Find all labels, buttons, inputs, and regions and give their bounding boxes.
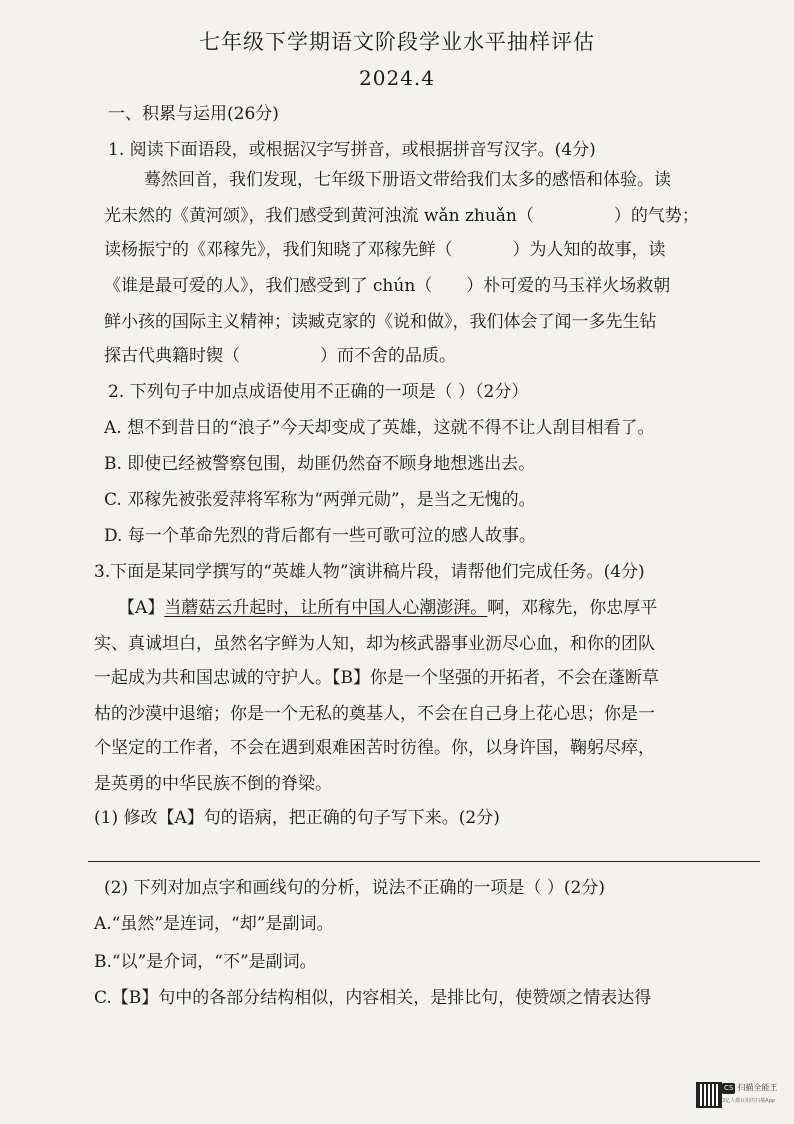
option-c: C. 邓稼先被张爱萍将军称为“两弹元勋”，是当之无愧的。 bbox=[104, 490, 536, 510]
option-d: D. 每一个革命先烈的背后都有一些可歌可泣的感人故事。 bbox=[104, 526, 536, 546]
speech-line: 个坚定的工作者，不会在遇到艰难困苦时彷徨。你，以身许国，鞠躬尽瘁， bbox=[94, 738, 655, 758]
option-b: B. 即使已经被警察包围，劫匪仍然奋不顾身地想逃出去。 bbox=[104, 454, 536, 474]
watermark-subtitle: 3亿人都在用的扫描App bbox=[722, 1098, 775, 1104]
option-a: A. 想不到昔日的“浪子”今天却变成了英雄，这就不得不让人刮目相看了。 bbox=[104, 418, 655, 438]
speech-line: 一起成为共和国忠诚的守护人。【B】你是一个坚强的开拓者，不会在蓬断草 bbox=[94, 668, 659, 688]
passage-line: 光未然的《黄河颂》，我们感受到黄河浊流 wǎn zhuǎn（ ）的气势； bbox=[104, 206, 699, 226]
speech-line: 枯的沙漠中退缩；你是一个无私的奠基人，不会在自己身上花心思；你是一 bbox=[94, 704, 655, 724]
exam-date: 2024.4 bbox=[359, 66, 435, 90]
question-2-stem: 2. 下列句子中加点成语使用不正确的一项是（ ）（2分） bbox=[108, 382, 529, 402]
passage-line: 蓦然回首，我们发现，七年级下册语文带给我们太多的感悟和体验。读 bbox=[144, 170, 671, 190]
underlined-sentence-a: 当蘑菇云升起时，让所有中国人心潮澎湃。 bbox=[164, 598, 488, 618]
speech-line: 【A】当蘑菇云升起时，让所有中国人心潮澎湃。啊，邓稼先，你忠厚平 bbox=[118, 598, 658, 618]
qr-code-icon bbox=[696, 1082, 722, 1108]
question-1-stem: 1. 阅读下面语段，或根据汉字写拼音，或根据拼音写汉字。(4分) bbox=[108, 140, 596, 160]
sub-option-a: A.“虽然”是连词，“却”是副词。 bbox=[94, 914, 334, 934]
passage-line: 《谁是最可爱的人》，我们感受到了 chún（ ）朴可爱的马玉祥火场救朝 bbox=[104, 276, 671, 296]
page-title: 七年级下学期语文阶段学业水平抽样评估 bbox=[199, 30, 595, 54]
speech-line: 是英勇的中华民族不倒的脊梁。 bbox=[94, 774, 332, 794]
passage-line: 探古代典籍时锲（ ）而不舍的品质。 bbox=[104, 346, 456, 366]
cs-logo-icon: CS bbox=[724, 1084, 734, 1092]
section-heading: 一、积累与运用(26分) bbox=[108, 104, 279, 124]
question-3-stem: 3.下面是某同学撰写的“英雄人物”演讲稿片段，请帮他们完成任务。(4分) bbox=[94, 562, 645, 582]
answer-line[interactable] bbox=[88, 861, 760, 862]
sub-question-1: (1) 修改【A】句的语病，把正确的句子写下来。(2分) bbox=[94, 808, 500, 828]
sub-question-2: (2) 下列对加点字和画线句的分析，说法不正确的一项是（ ）(2分) bbox=[104, 878, 605, 898]
passage-line: 读杨振宁的《邓稼先》，我们知晓了邓稼先鲜（ ）为人知的故事，读 bbox=[104, 240, 666, 260]
scanner-watermark bbox=[722, 1082, 780, 1106]
sub-option-c: C.【B】句中的各部分结构相似，内容相关，是排比句，使赞颂之情表达得 bbox=[94, 988, 652, 1008]
watermark-name: 扫描全能王 bbox=[737, 1083, 778, 1092]
speech-line: 实、真诚坦白，虽然名字鲜为人知，却为核武器事业沥尽心血，和你的团队 bbox=[94, 634, 655, 654]
passage-line: 鲜小孩的国际主义精神；读臧克家的《说和做》，我们体会了闻一多先生钻 bbox=[104, 312, 657, 332]
sub-option-b: B.“以”是介词，“不”是副词。 bbox=[94, 952, 317, 972]
